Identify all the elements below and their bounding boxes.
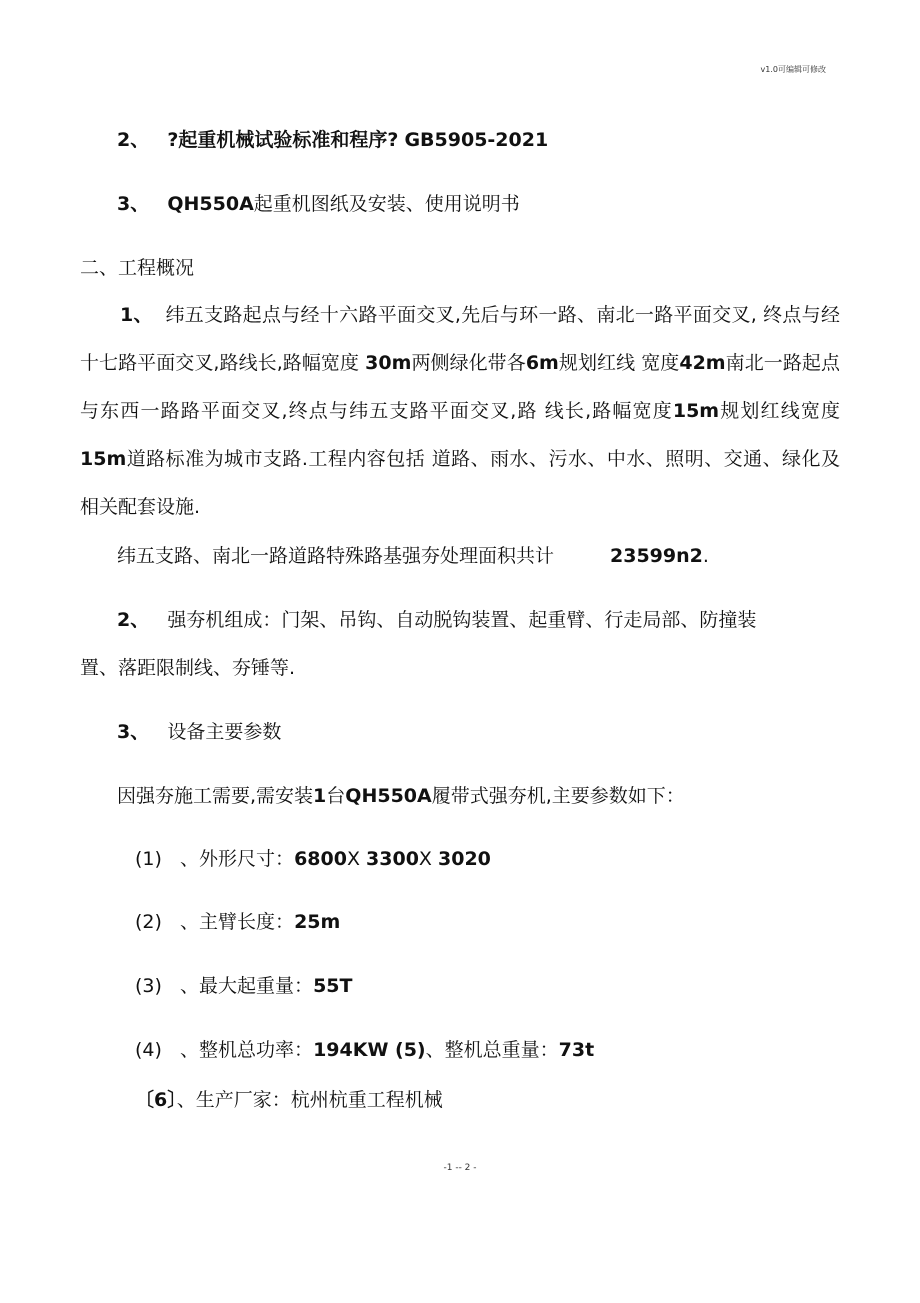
reference-item-3: [117, 191, 520, 217]
area-label: 纬五支路、南北一路道路特殊路基强夯处理面积共计: [117, 545, 555, 567]
parameters-heading: 3、 设备主要参数: [117, 721, 282, 743]
area-value: 23599n2: [610, 545, 703, 567]
reference-number: 3、: [117, 193, 150, 215]
reference-number: 2、: [117, 129, 150, 151]
param-power-weight: (4) 、整机总功率：194KW (5)、整机总重量：73t: [135, 1039, 595, 1061]
reference-item-2: [117, 127, 548, 153]
paragraph-number: 3、: [117, 721, 150, 743]
parameters-intro: 因强夯施工需要,需安装1台QH550A履带式强夯机,主要参数如下：: [117, 785, 685, 807]
param-index: (1): [135, 848, 162, 870]
param-index: 〔6〕: [135, 1089, 177, 1111]
param-manufacturer: 〔6〕、生产厂家：杭州杭重工程机械: [135, 1089, 443, 1111]
page-number: -1 -- 2 -: [443, 1163, 477, 1173]
reference-model: QH550A: [167, 193, 254, 215]
paragraph-number: 2、: [117, 609, 150, 631]
paragraph-number: 1、: [120, 304, 153, 326]
reference-title: ?起重机械试验标准和程序?: [167, 129, 399, 151]
section-title: 二、工程概况: [80, 257, 195, 279]
overview-paragraph-1: 1、 纬五支路起点与经十六路平面交叉,先后与环一路、南北一路平面交叉, 终点与经十七路平面交叉,路线长,路幅宽度 30m两侧绿化带各6m规划红线 宽度42m南北一路起点与东西一路路平面交叉,终点与纬五支路平面交叉,路 线长,路幅宽度15m规划红线宽度15m道路标准为城市支路.工程内容包括 道路、雨水、污水、中水、照明、交通、绿化及相关配套设施.: [80, 304, 840, 518]
param-index: (2): [135, 911, 162, 933]
reference-code: GB5905-2021: [404, 129, 549, 151]
param-index: (3): [135, 975, 162, 997]
param-max-lift: (3) 、最大起重量：55T: [135, 975, 353, 997]
version-note: v1.0可编辑可修改: [760, 65, 826, 74]
param-boom-length: (2) 、主臂长度：25m: [135, 911, 341, 933]
param-index: (4): [135, 1039, 162, 1061]
composition-line-2: 置、落距限制线、夯锤等.: [80, 657, 296, 679]
reference-title: 起重机图纸及安装、使用说明书: [253, 193, 520, 215]
param-dimensions: (1) 、外形尺寸：6800X 3300X 3020: [135, 848, 491, 870]
treatment-area-line: 纬五支路、南北一路道路特殊路基强夯处理面积共计 23599n2.: [117, 545, 709, 567]
composition-line-1: 2、 强夯机组成：门架、吊钩、自动脱钩装置、起重臂、行走局部、防撞装: [117, 609, 757, 631]
